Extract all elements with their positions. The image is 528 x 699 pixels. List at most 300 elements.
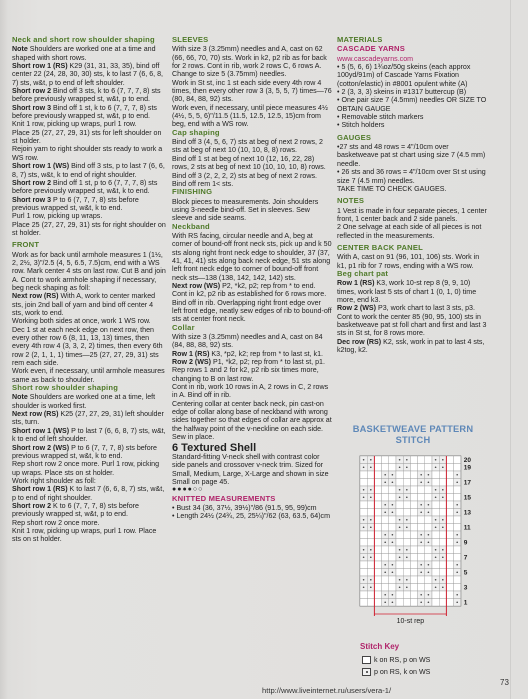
chart-title-line-1: BASKETWEAVE PATTERN (352, 424, 474, 434)
paragraph (12, 104, 166, 121)
purl-dot (363, 466, 365, 468)
purl-dot (435, 466, 437, 468)
grid-cell (374, 464, 381, 472)
grid-cell (446, 584, 453, 592)
paragraph: • Bust 34 (36, 37½, 39½)"/86 (91.5, 95, 99)cm (172, 503, 317, 512)
grid-cell (425, 486, 432, 494)
paragraph (12, 87, 166, 104)
grid-cell (403, 561, 410, 569)
purl-dot (399, 526, 401, 528)
grid-cell (446, 501, 453, 509)
purl-dot (384, 474, 386, 476)
grid-cell (396, 561, 403, 569)
purl-dot (363, 579, 365, 581)
paragraph: With A, cast on 91 (96, 101, 106) sts. Work in k1, p1 rib for 7 rows, ending with a WS row. (337, 253, 480, 270)
purl-dot (428, 594, 430, 596)
paragraph (337, 279, 487, 304)
grid-cell (367, 561, 374, 569)
grid-cell (454, 576, 461, 584)
paragraph (12, 196, 166, 213)
grid-cell (425, 494, 432, 502)
section-heading: FINISHING (172, 187, 213, 197)
purl-dot (435, 496, 437, 498)
row-label: Short row 1 (WS) (12, 162, 70, 171)
grid-cell (418, 576, 425, 584)
grid-cell (410, 531, 417, 539)
grid-cell (396, 591, 403, 599)
paragraph: Working both sides at once, work 1 WS row. (12, 317, 151, 326)
paragraph (12, 179, 166, 196)
purl-dot (384, 564, 386, 566)
row-instructions: K2, ssk, work in pat to last 4 sts, k2tog, k2. (337, 337, 485, 355)
purl-dot (420, 571, 422, 573)
purl-dot (406, 496, 408, 498)
grid-cell (439, 599, 446, 607)
grid-cell (432, 501, 439, 509)
grid-cell (374, 599, 381, 607)
grid-cell (410, 494, 417, 502)
paragraph: Bind off 3 (2, 2, 2, 2) sts at beg of next 2 rows. Bind off rem 1< sts. (172, 171, 317, 188)
grid-cell (410, 486, 417, 494)
section-heading: Beg chart pat (337, 268, 389, 278)
grid-cell (374, 494, 381, 502)
paragraph (12, 162, 166, 179)
purl-dot (456, 534, 458, 536)
purl-dot (428, 481, 430, 483)
grid-cell (410, 561, 417, 569)
purl-dot (370, 549, 372, 551)
paragraph: •27 sts and 48 rows = 4"/10cm over basketweave pat st chart using size 7 (4.5 mm) needle. (337, 143, 486, 168)
purl-dot (363, 519, 365, 521)
row-instructions: With A, work to center marked sts, join 2nd ball of yarn and bind off center 4 sts, work to end. (12, 292, 156, 317)
paragraph (172, 350, 332, 358)
grid-cell (382, 464, 389, 472)
grid-cell (410, 584, 417, 592)
purl-dot (399, 459, 401, 461)
paragraph: Work even, if necessary, until piece measures 4½ (4½, 5, 5, 6)"/11.5 (11.5, 12.5, 12.5, 15)cm from beg, end with a WS row. (172, 103, 328, 129)
grid-cell (396, 509, 403, 517)
grid-cell (367, 531, 374, 539)
grid-cell (389, 554, 396, 562)
grid-cell (396, 501, 403, 509)
purl-dot (392, 511, 394, 513)
purl-dot (392, 564, 394, 566)
purl-dot (406, 549, 408, 551)
section-heading: CENTER BACK PANEL (337, 242, 423, 252)
purl-dot (384, 511, 386, 513)
grid-cell (418, 456, 425, 464)
grid-cell (454, 456, 461, 464)
row-label: Next row (WS) (172, 281, 221, 290)
grid-cell (389, 486, 396, 494)
grid-cell (439, 561, 446, 569)
purl-dot (420, 564, 422, 566)
grid-cell (425, 456, 432, 464)
purl-dot (370, 496, 372, 498)
grid-cell (389, 584, 396, 592)
row-number-label: 7 (463, 554, 468, 562)
grid-cell (396, 539, 403, 547)
grid-cell (410, 516, 417, 524)
row-instructions: P to last 7 (6, 6, 8, 7) sts, w&t, k to end of left shoulder. (12, 426, 166, 444)
grid-cell (389, 516, 396, 524)
grid-cell (410, 569, 417, 577)
purl-dot (420, 601, 422, 603)
row-label: Next row (RS) (12, 410, 59, 419)
grid-cell (367, 539, 374, 547)
grid-cell (374, 561, 381, 569)
purl-dot (363, 496, 365, 498)
purl-dot (399, 586, 401, 588)
row-label: Row 2 (WS) (172, 358, 212, 367)
purl-dot (442, 519, 444, 521)
grid-cell (382, 486, 389, 494)
section-heading: Neckband (172, 221, 210, 231)
grid-cell (403, 501, 410, 509)
paragraph: Rep short row 2 once more. Purl 1 row, picking up wraps. Place sts on st holder. (12, 460, 160, 477)
purl-dot (435, 579, 437, 581)
purl-dot (370, 556, 372, 558)
purl-dot (370, 526, 372, 528)
grid-cell (446, 599, 453, 607)
row-label: Short row 3 (12, 103, 52, 112)
grid-cell (410, 539, 417, 547)
purl-dot (392, 504, 394, 506)
row-number-label: 11 (463, 524, 471, 532)
grid-cell (374, 569, 381, 577)
row-instructions: K to 6 (7, 7, 7, 8) sts before previously wrapped st, w&t, p to end. (12, 501, 139, 519)
paragraph: Rep rows 1 and 2 for k2, p2 rib six times more, changing to B on last row. (172, 366, 319, 383)
grid-cell (367, 509, 374, 517)
paragraph: With size 3 (3.25mm) needles and A, cast on 62 (66, 66, 70, 70) sts. Work in k2, p2 rib as for back for 2 rows. Cont in rib, work 2 rows C, 6 rows A. Change to size 5 (3.75mm) needles. (172, 45, 327, 79)
purl-dot (392, 601, 394, 603)
purl-dot (442, 579, 444, 581)
row-instructions: Shoulders are worked one at a time and shaped with short rows. (12, 45, 156, 62)
purl-dot (384, 534, 386, 536)
paragraph (12, 45, 166, 62)
purl-dot (420, 594, 422, 596)
grid-cell (360, 561, 367, 569)
row-instructions: Bind off 1 st, k to 6 (7, 7, 7, 8) sts before previously wrapped st, w&t, p to end. (12, 103, 157, 121)
section-heading: KNITTED MEASUREMENTS (172, 493, 276, 503)
purl-dot (435, 519, 437, 521)
column-1 (12, 36, 166, 544)
grid-cell (410, 509, 417, 517)
paragraph: Bind off 3 (4, 5, 6, 7) sts at beg of next 2 rows, 2 sts at beg of next 10 (10, 10, 8, 8) rows. (172, 138, 323, 155)
column-2 (172, 36, 332, 521)
grid-cell (454, 524, 461, 532)
paragraph: With RS facing, circular needle and A, beg at corner of bound-off front neck sts, pick up and k 50 sts along right front neck edge to shoulder, 37 (37, 41, 41, 41) sts along back neck edge, 51 sts along left front neck edge to corner of bound-off front neck sts—138 (138, 142, 142, 142) sts. (172, 231, 332, 282)
purl-dot (442, 549, 444, 551)
paragraph (337, 304, 487, 312)
purl-dot (399, 579, 401, 581)
purl-dot (442, 556, 444, 558)
purl-dot (428, 541, 430, 543)
grid-cell (367, 599, 374, 607)
grid-cell (410, 471, 417, 479)
paragraph: Rep short row 2 once more. (12, 518, 100, 527)
grid-cell (446, 531, 453, 539)
purl-dot (370, 519, 372, 521)
paragraph: Work right shoulder as foll: (12, 476, 96, 485)
section-heading: MATERIALS (337, 35, 383, 44)
purl-dot (428, 511, 430, 513)
purl-dot (399, 489, 401, 491)
grid-cell (396, 599, 403, 607)
paragraph (12, 427, 166, 444)
purl-dot (363, 556, 365, 558)
grid-cell (360, 531, 367, 539)
grid-cell (374, 539, 381, 547)
purl-dot (428, 534, 430, 536)
grid-cell (446, 554, 453, 562)
grid-cell (439, 471, 446, 479)
paragraph (12, 485, 166, 502)
grid-cell (446, 539, 453, 547)
purl-dot (435, 459, 437, 461)
grid-cell (418, 546, 425, 554)
grid-cell (403, 479, 410, 487)
grid-cell (360, 509, 367, 517)
page-edge (510, 0, 511, 699)
grid-cell (418, 524, 425, 532)
grid-cell (389, 524, 396, 532)
purl-dot (442, 586, 444, 588)
purl-dot (406, 459, 408, 461)
grid-cell (418, 584, 425, 592)
purl-dot (456, 504, 458, 506)
section-heading: CASCADE YARNS (337, 44, 406, 54)
paragraph: Purl 1 row, picking up wraps. (12, 212, 103, 221)
purl-dot (428, 564, 430, 566)
grid-cell (396, 569, 403, 577)
grid-cell (418, 554, 425, 562)
purl-dot (456, 474, 458, 476)
purl-dot (456, 481, 458, 483)
paragraph: Bind off 1 st at beg of next 10 (12, 16, 22, 28) rows, 2 sts at beg of next 10 (10, 10, 10, 8) rows. (172, 154, 326, 172)
purl-dot (442, 466, 444, 468)
paragraph: Cont to work the center 85 (90, 95, 100) sts in basketweave pat st foll chart and first and last 3 sts in St st, for 8 rows more. (337, 312, 487, 338)
grid-cell (367, 591, 374, 599)
grid-cell (432, 599, 439, 607)
row-label: Short row 1 (RS) (12, 62, 68, 71)
grid-cell (418, 516, 425, 524)
purl-dot (456, 594, 458, 596)
purl-dot (420, 534, 422, 536)
purl-symbol-icon (362, 668, 371, 676)
purl-dot (435, 489, 437, 491)
grid-cell (382, 554, 389, 562)
purl-dot (406, 489, 408, 491)
purl-dot (442, 459, 444, 461)
grid-cell (454, 494, 461, 502)
grid-cell (374, 501, 381, 509)
grid-cell (425, 464, 432, 472)
grid-cell (382, 546, 389, 554)
grid-cell (389, 464, 396, 472)
purl-dot (456, 571, 458, 573)
chart-title (338, 424, 488, 446)
purl-dot (420, 474, 422, 476)
purl-dot (428, 571, 430, 573)
grid-cell (396, 479, 403, 487)
paragraph: • Removable stitch markers (337, 113, 424, 122)
grid-cell (367, 471, 374, 479)
grid-cell (389, 494, 396, 502)
purl-dot (363, 549, 365, 551)
row-number-label: 20 (463, 457, 472, 464)
key-item-knit-label: k on RS, p on WS (374, 656, 431, 664)
grid-cell (374, 531, 381, 539)
row-label: Short row 2 (12, 87, 52, 96)
grid-cell (425, 546, 432, 554)
grid-cell (446, 464, 453, 472)
pattern-title (172, 441, 332, 454)
row-instructions: P2, *k2, p2; rep from * to end. Cont in k2, p2 rib as established for 6 rows more. Bind off in rib. Overlapping right front edge over left front edge, neatly sew edges of rib to bound-off sts at center front neck. (172, 281, 332, 324)
row-instructions: P3, work chart to last 3 sts, p3. (376, 304, 475, 313)
grid-cell (403, 599, 410, 607)
paragraph: • 26 sts and 36 rows = 4"/10cm over St st using size 7 (4.5 mm) needles. (337, 168, 486, 185)
purl-dot (392, 534, 394, 536)
purl-dot (456, 601, 458, 603)
grid-cell (432, 561, 439, 569)
paragraph (172, 282, 332, 324)
paragraph (12, 393, 166, 410)
row-number-label: 9 (463, 539, 468, 547)
purl-dot (392, 594, 394, 596)
grid-cell (432, 539, 439, 547)
grid-cell (410, 464, 417, 472)
purl-dot (384, 481, 386, 483)
grid-cell (446, 569, 453, 577)
section-heading: SLEEVES (172, 35, 209, 44)
row-number-label: 1 (463, 599, 468, 607)
purl-dot (420, 511, 422, 513)
grid-cell (410, 599, 417, 607)
grid-cell (382, 576, 389, 584)
grid-cell (389, 576, 396, 584)
purl-dot (399, 519, 401, 521)
row-number-label: 13 (463, 509, 472, 517)
key-item-knit (362, 656, 430, 664)
chart-title-line-2: STITCH (395, 435, 431, 445)
paragraph: Place 25 (27, 27, 29, 31) sts for right shoulder on st holder. (12, 220, 166, 237)
row-instructions: K3, work 10-st rep 8 (9, 9, 10) times, work last 5 sts of chart 1 (0, 1, 0) time more, end k3. (337, 279, 477, 304)
grid-cell (360, 599, 367, 607)
repeat-label: 10-st rep (396, 618, 425, 625)
grid-cell (425, 524, 432, 532)
grid-cell (396, 471, 403, 479)
grid-cell (374, 479, 381, 487)
key-item-purl (362, 668, 430, 676)
purl-dot (392, 481, 394, 483)
section-heading: NOTES (337, 196, 365, 206)
grid-cell (374, 576, 381, 584)
paragraph: Rejoin yarn to right shoulder sts ready to work a WS row. (12, 145, 163, 162)
purl-dot (363, 489, 365, 491)
grid-cell (446, 524, 453, 532)
grid-cell (446, 509, 453, 517)
grid-cell (403, 569, 410, 577)
page-number: 73 (500, 678, 509, 687)
grid-cell (446, 561, 453, 569)
grid-cell (367, 479, 374, 487)
grid-cell (454, 554, 461, 562)
grid-cell (403, 531, 410, 539)
purl-dot (435, 549, 437, 551)
row-instructions: P to 6 (7, 7, 7, 8) sts before previous wrapped st, w&t, k to end. (12, 195, 139, 212)
grid-cell (410, 576, 417, 584)
purl-dot (435, 526, 437, 528)
row-label: Row 1 (RS) (172, 349, 210, 358)
row-instructions: P1, *k2, p2; rep from * to last st, p1. (211, 358, 325, 367)
purl-dot (442, 496, 444, 498)
purl-dot (384, 601, 386, 603)
grid-cell (439, 479, 446, 487)
grid-cell (439, 539, 446, 547)
paragraph: • One pair size 7 (4.5mm) needles OR SIZE TO OBTAIN GAUGE (337, 96, 487, 113)
purl-dot (370, 579, 372, 581)
grid-cell (425, 576, 432, 584)
grid-cell (374, 584, 381, 592)
purl-dot (420, 504, 422, 506)
row-number-label: 15 (463, 494, 472, 502)
purl-dot (363, 459, 365, 461)
grid-cell (432, 471, 439, 479)
grid-cell (446, 486, 453, 494)
paragraph: With size 3 (3.25mm) needles and A, cast on 84 (84, 88, 88, 92) sts. (172, 333, 323, 350)
purl-dot (399, 466, 401, 468)
row-instructions: Shoulders are worked one at a time, left shoulder is worked first. (12, 393, 156, 410)
paragraph: • Length 24½ (24¾, 25, 25¼)"/62 (63, 63.5, 64)cm (172, 512, 331, 521)
row-number-label: 5 (463, 569, 468, 577)
footer-url[interactable]: http://www.liveinternet.ru/users/vera-1/ (262, 686, 392, 695)
pattern-number: 6 (172, 441, 179, 454)
paragraph: Standard-fitting V-neck shell with contrast color side panels and crossover v-neck trim. Sized for Small, Medium, Large, X-Large and shown in size Small on page 45. (172, 452, 329, 486)
row-label: Short row 2 (WS) (12, 443, 70, 452)
purl-dot (370, 586, 372, 588)
row-label: Next row (RS) (12, 292, 59, 301)
stitch-grid (358, 454, 486, 640)
basketweave-chart (338, 424, 488, 674)
purl-dot (428, 474, 430, 476)
row-label: Short row 3 (12, 195, 52, 204)
purl-dot (399, 556, 401, 558)
section-heading: Cap shaping (172, 127, 220, 137)
row-number-label: 3 (463, 584, 468, 592)
grid-cell (454, 464, 461, 472)
purl-dot (392, 571, 394, 573)
grid-cell (454, 546, 461, 554)
grid-cell (418, 464, 425, 472)
purl-dot (384, 541, 386, 543)
grid-cell (446, 591, 453, 599)
grid-cell (367, 501, 374, 509)
paragraph: Work as for back until armhole measures 1 (1½, 2, 2½, 3)"/2.5 (4, 5, 6.5, 7.5)cm, end with a WS row. Mark center 4 sts on last row. Cut B and join A. Cont to work armhole shaping if necessary, beg neck shaping as foll: (12, 250, 166, 292)
purl-dot (456, 511, 458, 513)
paragraph: 2 One selvage at each side of all pieces is not reflected in the measurements. (337, 223, 482, 240)
paragraph: Knit 1 row, picking up wraps, purl 1 row. (12, 120, 137, 129)
paragraph: Block pieces to measurements. Join shoulders using 3-needle bind-off. Set in sleeves. Sew sleeve and side seams. (172, 197, 319, 223)
paragraph: • 2 (3, 3, 3) skeins in #1317 buttercup (B) (337, 88, 467, 97)
grid-cell (374, 471, 381, 479)
purl-dot (406, 556, 408, 558)
purl-dot (363, 526, 365, 528)
grid-cell (389, 456, 396, 464)
grid-cell (410, 554, 417, 562)
grid-cell (446, 456, 453, 464)
paragraph: • 5 (5, 6, 6) 1¾oz/50g skeins (each approx 100yd/91m) of Cascade Yarns Fixation (cotton/elastic) in #8001 opulent white (A) (337, 63, 471, 88)
